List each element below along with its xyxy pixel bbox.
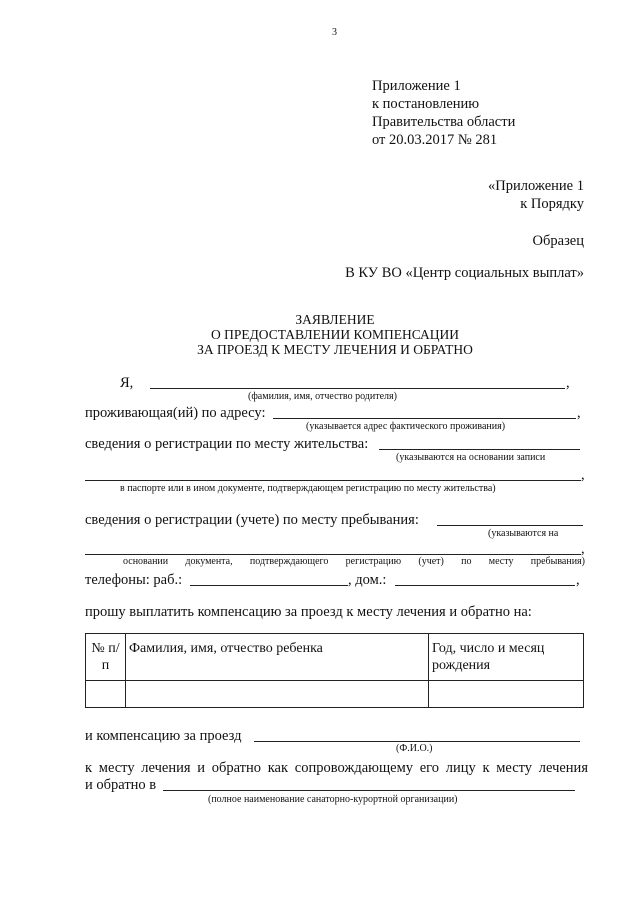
table-header-row (86, 634, 584, 681)
address-hint: (указывается адрес фактического проживания) (306, 421, 506, 432)
column-header-number: № п/п (86, 634, 126, 681)
address-label: проживающая(ий) по адресу: (85, 405, 266, 421)
escort-name-field[interactable] (254, 741, 580, 742)
comma: , (577, 405, 581, 421)
stay-label: сведения о регистрации (учете) по месту пребывания: (85, 512, 419, 528)
organization-hint: (полное наименование санаторно-курортной организации) (208, 794, 458, 805)
comma: , (576, 572, 580, 588)
escort-name-hint: (Ф.И.О.) (396, 743, 433, 754)
organization-field[interactable] (163, 790, 575, 791)
table-cell-child-name[interactable] (126, 681, 429, 708)
page-number: 3 (332, 27, 337, 38)
stay-field-2[interactable] (85, 554, 581, 555)
table-row (86, 681, 584, 708)
table-cell-number[interactable] (86, 681, 126, 708)
home-phone-label: , дом.: (348, 572, 387, 588)
address-field[interactable] (273, 418, 576, 419)
stay-field[interactable] (437, 525, 583, 526)
sample-label: Образец (532, 233, 584, 249)
comma: , (581, 541, 585, 557)
applicant-name-field[interactable] (150, 388, 565, 389)
phones-label: телефоны: раб.: (85, 572, 183, 588)
escort-label: и компенсацию за проезд (85, 728, 242, 744)
stay-hint-2: основании документа, подтверждающего регистрацию (учет) по месту пребывания) (123, 556, 585, 567)
registration-field-2[interactable] (85, 480, 581, 481)
appendix-line-2: к постановлению (372, 96, 480, 112)
registration-label: сведения о регистрации по месту жительства: (85, 436, 369, 452)
escort-text-line-2: и обратно в (85, 777, 157, 793)
request-text: прошу выплатить компенсацию за проезд к месту лечения и обратно на: (85, 604, 532, 620)
order-ref-line-2: к Порядку (520, 196, 584, 212)
order-ref-line-1: «Приложение 1 (488, 178, 584, 194)
applicant-label: Я, (120, 375, 134, 391)
comma: , (566, 375, 570, 391)
escort-text-line-1: к месту лечения и обратно как сопровождающему его лицу к месту лечения (85, 760, 588, 776)
appendix-line-4: от 20.03.2017 № 281 (372, 132, 498, 148)
document-title-line-2: О ПРЕДОСТАВЛЕНИИ КОМПЕНСАЦИИ (210, 327, 460, 342)
appendix-line-3: Правительства области (372, 114, 516, 130)
column-header-birth-date: Год, число и месяц рождения (429, 634, 584, 681)
home-phone-field[interactable] (395, 585, 575, 586)
addressee: В КУ ВО «Центр социальных выплат» (345, 265, 584, 281)
column-header-child-name: Фамилия, имя, отчество ребенка (126, 634, 429, 681)
registration-hint-2: в паспорте или в ином документе, подтверждающем регистрацию по месту жительства) (120, 483, 496, 494)
document-title-line-3: ЗА ПРОЕЗД К МЕСТУ ЛЕЧЕНИЯ И ОБРАТНО (197, 342, 473, 357)
stay-hint-1: (указываются на (488, 528, 559, 539)
registration-field[interactable] (379, 449, 580, 450)
work-phone-field[interactable] (190, 585, 348, 586)
applicant-name-hint: (фамилия, имя, отчество родителя) (248, 391, 397, 402)
appendix-line-1: Приложение 1 (372, 78, 461, 94)
registration-hint-1: (указываются на основании записи (396, 452, 546, 463)
comma: , (581, 467, 585, 483)
document-title-line-1: ЗАЯВЛЕНИЕ (295, 312, 375, 327)
children-table (85, 633, 584, 708)
table-cell-birth-date[interactable] (429, 681, 584, 708)
